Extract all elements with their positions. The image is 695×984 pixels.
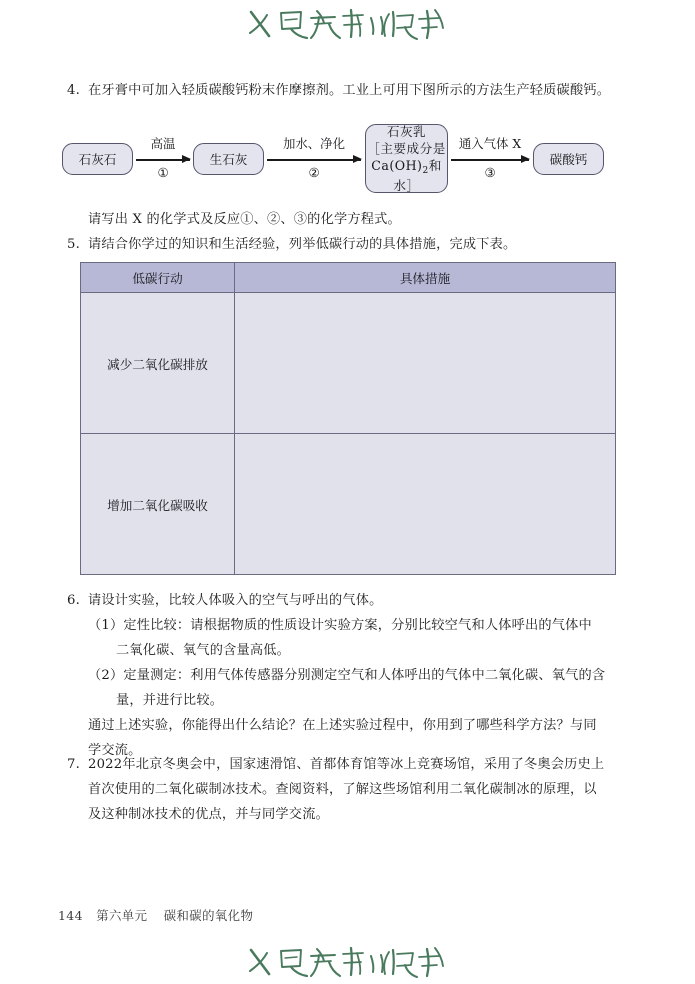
formula-suffix: 和水］ <box>393 158 442 193</box>
footer-unit: 第六单元 <box>96 908 148 923</box>
question-4-closing-text: 请写出 X 的化学式及反应①、②、③的化学方程式。 <box>88 212 401 227</box>
flowchart-box-lime-milk-line2: ［主要成分是 <box>367 141 446 156</box>
question-7-line-2: 首次使用的二氧化碳制冰技术。查阅资料，了解这些场馆利用二氧化碳制冰的原理，以 <box>88 782 597 797</box>
question-6-number: 6. <box>67 593 80 608</box>
table-row <box>81 434 616 575</box>
question-6-closing-line-1: 通过上述实验，你能得出什么结论？在上述实验过程中，你用到了哪些科学方法？与同 <box>88 718 597 733</box>
question-4 <box>58 78 658 103</box>
flowchart-arrow-2-condition: 加水、净化 <box>283 136 345 151</box>
flowchart-arrow-3 <box>451 159 529 161</box>
publisher-logo-top <box>0 6 695 46</box>
flowchart-box-quicklime-label: 生石灰 <box>209 151 248 167</box>
publisher-logo-calligraphy-icon <box>243 6 453 42</box>
formula-subscript: 2 <box>422 166 429 176</box>
table-head <box>81 263 616 293</box>
table-cell-measures-reduce[interactable] <box>235 293 616 434</box>
question-6-sub-1-line-1: （1）定性比较：请根据物质的性质设计实验方案，分别比较空气和人体呼出的气体中 <box>88 618 592 633</box>
question-5 <box>58 232 658 257</box>
flowchart-arrow-1-condition: 高温 <box>150 136 176 151</box>
flowchart-box-limestone <box>62 143 133 175</box>
page-footer <box>58 906 253 924</box>
question-5-text: 请结合你学过的知识和生活经验，列举低碳行动的具体措施，完成下表。 <box>88 237 517 252</box>
question-7 <box>58 752 658 827</box>
publisher-logo-calligraphy-icon <box>243 944 453 980</box>
question-6-sub-1-line-2: 二氧化碳、氧气的含量高低。 <box>116 643 291 658</box>
flowchart-arrow-3-condition: 通入气体 X <box>458 136 522 151</box>
publisher-logo-bottom <box>0 944 695 984</box>
flowchart-box-lime-milk-line1: 石灰乳 <box>386 124 427 139</box>
production-flowchart <box>0 118 695 200</box>
flowchart-box-lime-milk-line3 <box>366 157 447 194</box>
table-cell-measures-absorb[interactable] <box>235 434 616 575</box>
question-7-line-3: 及这种制冰技术的优点，并与同学交流。 <box>88 807 329 822</box>
table-header-action: 低碳行动 <box>81 263 235 293</box>
flowchart-box-lime-milk <box>365 124 448 193</box>
table-header-row <box>81 263 616 293</box>
question-4-number: 4. <box>67 83 80 98</box>
table-cell-action-reduce: 减少二氧化碳排放 <box>81 293 235 434</box>
table-body <box>81 293 616 575</box>
flowchart-box-limestone-label: 石灰石 <box>78 151 117 167</box>
flowchart-arrow-2-step: ② <box>308 165 320 180</box>
flowchart-box-calcium-carbonate <box>533 143 604 175</box>
question-4-text: 在牙膏中可加入轻质碳酸钙粉末作摩擦剂。工业上可用下图所示的方法生产轻质碳酸钙。 <box>88 83 611 98</box>
question-6-sub-2-line-1: （2）定量测定：利用气体传感器分别测定空气和人体呼出的气体中二氧化碳、氧气的含 <box>88 668 606 683</box>
table-cell-action-absorb: 增加二氧化碳吸收 <box>81 434 235 575</box>
question-5-number: 5. <box>67 237 80 252</box>
question-6-sub-2-line-2: 量，并进行比较。 <box>116 693 224 708</box>
table-row <box>81 293 616 434</box>
question-4-closing <box>58 207 658 232</box>
question-6-text: 请设计实验，比较人体吸入的空气与呼出的气体。 <box>88 593 383 608</box>
flowchart-arrow-3-step: ③ <box>484 165 496 180</box>
flowchart-box-quicklime <box>193 143 264 175</box>
footer-page-number: 144 <box>58 908 83 923</box>
flowchart-arrow-1-step: ① <box>157 165 169 180</box>
flowchart-arrow-2 <box>267 159 361 161</box>
table-header-measures: 具体措施 <box>235 263 616 293</box>
question-6 <box>58 588 658 763</box>
footer-title: 碳和碳的氧化物 <box>163 908 254 923</box>
flowchart-box-calcium-carbonate-label: 碳酸钙 <box>549 151 588 167</box>
question-7-number: 7. <box>67 757 80 772</box>
low-carbon-action-table <box>80 262 616 575</box>
flowchart-arrow-1 <box>136 159 190 161</box>
question-7-line-1: 2022年北京冬奥会中，国家速滑馆、首都体育馆等冰上竞赛场馆，采用了冬奥会历史上 <box>88 757 605 772</box>
question-6-closing-line-2: 学交流。 <box>88 743 142 758</box>
formula-ca-oh: Ca(OH) <box>371 158 423 173</box>
